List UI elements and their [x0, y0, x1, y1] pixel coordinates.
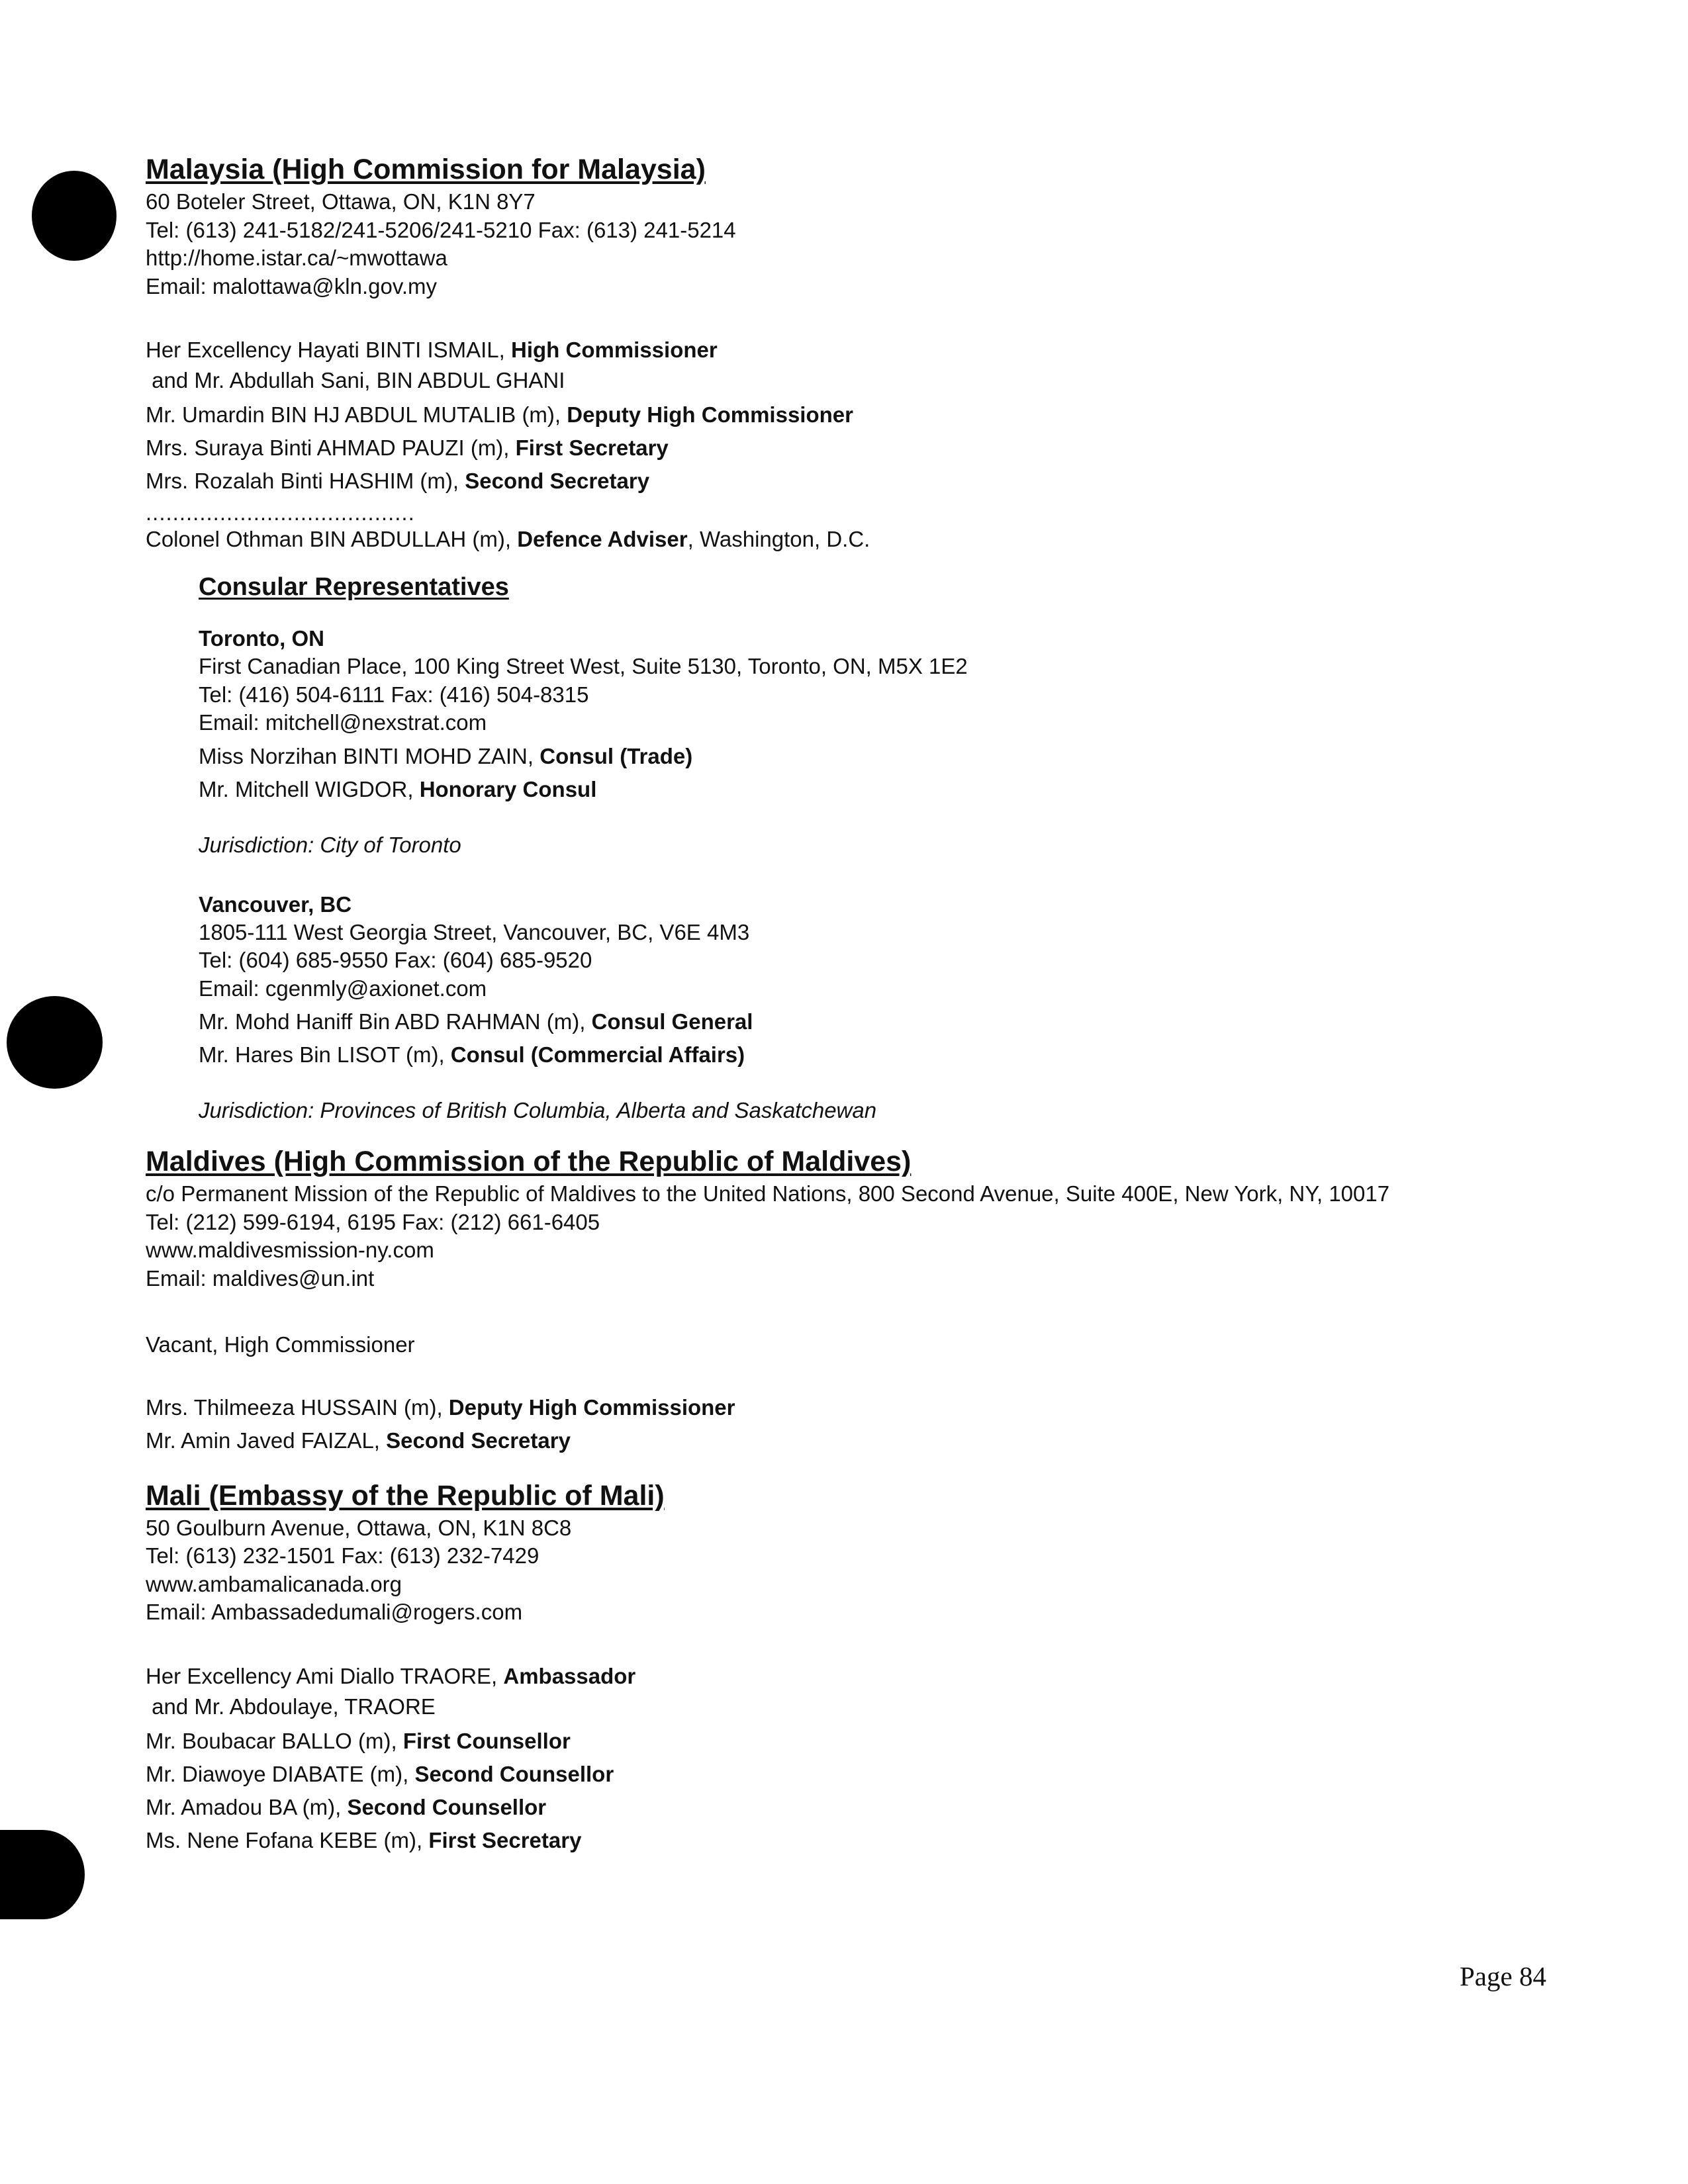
jurisdiction-note: Jurisdiction: Provinces of British Columbia, Alberta and Saskatchewan	[199, 1098, 877, 1122]
person-location: , Washington, D.C.	[687, 527, 870, 551]
person-title: First Counsellor	[402, 1728, 571, 1753]
consular-heading: Consular Representatives	[199, 573, 509, 601]
maldives-section	[146, 1143, 1536, 1457]
address-line: 60 Boteler Street, Ottawa, ON, K1N 8Y7	[146, 189, 536, 214]
person-name: Mr. Hares Bin LISOT (m),	[199, 1042, 451, 1067]
person-title: First Secretary	[515, 435, 669, 460]
person-name: Mr. Boubacar BALLO (m),	[146, 1728, 403, 1753]
address-line: First Canadian Place, 100 King Street West, Suite 5130, Toronto, ON, M5X 1E2	[199, 654, 968, 678]
address-line: 50 Goulburn Avenue, Ottawa, ON, K1N 8C8	[146, 1515, 572, 1540]
staff-member	[146, 1824, 1536, 1857]
person-name: Mr. Amin Javed FAIZAL,	[146, 1428, 387, 1453]
email-line: Email: Ambassadedumali@rogers.com	[146, 1600, 523, 1624]
office-city: Toronto, ON	[199, 626, 325, 651]
person-name: Mr. Amadou BA (m),	[146, 1794, 348, 1819]
address-line: c/o Permanent Mission of the Republic of Maldives to the United Nations, 800 Second Avenue, Suite 400E, New York, NY, 10017	[146, 1181, 1390, 1206]
separator-dots: ........................................	[146, 500, 415, 525]
email-line: Email: mitchell@nexstrat.com	[199, 710, 487, 735]
malaysia-heading: Malaysia (High Commission for Malaysia)	[146, 154, 706, 185]
person-title: Deputy High Commissioner	[567, 402, 853, 427]
office-city: Vancouver, BC	[199, 891, 352, 917]
email-line: Email: maldives@un.int	[146, 1265, 375, 1291]
staff-member	[146, 432, 1536, 465]
person-name: Mr. Umardin BIN HJ ABDUL MUTALIB (m),	[146, 402, 567, 427]
directory-content	[146, 151, 1536, 1857]
head-of-mission	[146, 334, 1536, 367]
head-of-mission	[146, 1660, 1536, 1693]
person-title: Defence Adviser	[517, 527, 688, 551]
staff-member	[146, 1758, 1536, 1791]
staff-member	[199, 773, 1536, 806]
person-title: Ambassador	[503, 1663, 636, 1688]
staff-member	[146, 465, 1536, 498]
person-name: Mr. Mitchell WIGDOR,	[199, 776, 420, 801]
punch-hole-bottom	[0, 1830, 85, 1919]
staff-member	[146, 1424, 1536, 1457]
maldives-address	[146, 1180, 1536, 1293]
person-name: Colonel Othman BIN ABDULLAH (m),	[146, 527, 518, 551]
person-title: Consul General	[591, 1009, 753, 1034]
person-title: Second Secretary	[465, 469, 650, 493]
staff-member	[199, 1005, 1536, 1038]
person-title: High Commissioner	[511, 338, 718, 362]
person-name: Mrs. Suraya Binti AHMAD PAUZI (m),	[146, 435, 516, 460]
phone-line: Tel: (613) 232-1501 Fax: (613) 232-7429	[146, 1543, 539, 1568]
staff-member	[146, 398, 1536, 432]
person-title: Second Counsellor	[347, 1794, 547, 1819]
phone-line: Tel: (416) 504-6111 Fax: (416) 504-8315	[199, 682, 589, 707]
consular-office-vancouver	[199, 891, 1536, 1125]
person-title: First Secretary	[428, 1827, 582, 1852]
malaysia-address	[146, 188, 1536, 300]
consular-office-toronto	[199, 625, 1536, 859]
person-name: Miss Norzihan BINTI MOHD ZAIN,	[199, 743, 540, 768]
consular-block	[199, 556, 1536, 1124]
person-title: Consul (Commercial Affairs)	[450, 1042, 745, 1067]
mali-heading: Mali (Embassy of the Republic of Mali)	[146, 1479, 665, 1512]
address-line: 1805-111 West Georgia Street, Vancouver, BC, V6E 4M3	[199, 919, 750, 944]
website-line: www.maldivesmission-ny.com	[146, 1238, 434, 1262]
person-name: Mrs. Thilmeeza HUSSAIN (m),	[146, 1394, 449, 1420]
malaysia-section	[146, 151, 1536, 1124]
head-of-mission: Vacant, High Commissioner	[146, 1332, 415, 1357]
email-line: Email: cgenmly@axionet.com	[199, 976, 487, 1001]
person-title: Second Counsellor	[414, 1761, 614, 1786]
person-title: Consul (Trade)	[539, 743, 693, 768]
person-name: Mr. Mohd Haniff Bin ABD RAHMAN (m),	[199, 1009, 592, 1034]
staff-member	[146, 1791, 1536, 1824]
punch-hole-middle	[7, 996, 103, 1089]
maldives-heading: Maldives (High Commission of the Republic of Maldives)	[146, 1146, 912, 1177]
staff-member	[146, 1725, 1536, 1758]
staff-member	[199, 1038, 1536, 1071]
person-title: Second Secretary	[386, 1428, 571, 1453]
spouse-line: and Mr. Abdoulaye, TRAORE	[146, 1694, 436, 1719]
phone-line: Tel: (613) 241-5182/241-5206/241-5210 Fax: (613) 241-5214	[146, 217, 736, 242]
mali-section	[146, 1477, 1536, 1857]
person-name: Mrs. Rozalah Binti HASHIM (m),	[146, 469, 465, 493]
punch-hole-top	[32, 171, 117, 261]
person-name: Ms. Nene Fofana KEBE (m),	[146, 1827, 429, 1852]
mali-address	[146, 1514, 1536, 1627]
person-name: Mr. Diawoye DIABATE (m),	[146, 1761, 415, 1786]
jurisdiction-note: Jurisdiction: City of Toronto	[199, 832, 461, 857]
website-line: http://home.istar.ca/~mwottawa	[146, 246, 447, 270]
staff-member	[199, 740, 1536, 773]
email-line: Email: malottawa@kln.gov.my	[146, 273, 438, 298]
staff-member	[146, 1391, 1536, 1424]
page-number: Page 84	[1460, 1961, 1546, 1991]
person-name: Her Excellency Ami Diallo TRAORE,	[146, 1663, 504, 1688]
spouse-line: and Mr. Abdullah Sani, BIN ABDUL GHANI	[146, 368, 565, 392]
phone-line: Tel: (604) 685-9550 Fax: (604) 685-9520	[199, 948, 592, 972]
phone-line: Tel: (212) 599-6194, 6195 Fax: (212) 661-6405	[146, 1209, 600, 1234]
person-title: Deputy High Commissioner	[448, 1394, 735, 1420]
website-line: www.ambamalicanada.org	[146, 1571, 402, 1596]
person-title: Honorary Consul	[419, 776, 597, 801]
non-resident-staff	[146, 523, 1536, 556]
person-name: Her Excellency Hayati BINTI ISMAIL,	[146, 338, 511, 362]
